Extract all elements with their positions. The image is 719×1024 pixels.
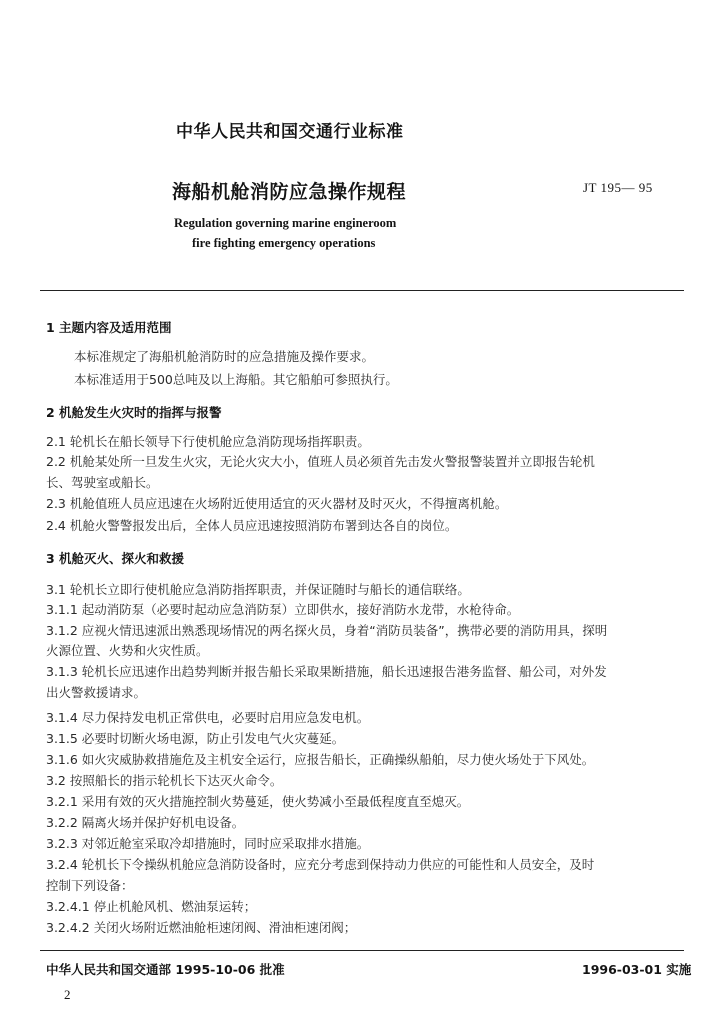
section-3-line-11: 3.2.1 采用有效的灭火措施控制火势蔓延，使火势减小至最低程度直至熄灭。 bbox=[46, 794, 470, 809]
section-3-line-2: 3.1.1 起动消防泵（必要时起动应急消防泵）立即供水，接好消防水龙带，水枪待命。 bbox=[46, 602, 520, 617]
section-3-line-4: 火源位置、火势和火灾性质。 bbox=[46, 643, 209, 658]
section-2-line-5: 2.4 机舱火警警报发出后，全体人员应迅速按照消防布署到达各自的岗位。 bbox=[46, 518, 458, 533]
section-3-line-16: 3.2.4.1 停止机舱风机、燃油泵运转； bbox=[46, 899, 257, 914]
implementation-date: 1996-03-01 实施 bbox=[582, 962, 692, 977]
section-2-line-1: 2.1 轮机长在船长领导下行使机舱应急消防现场指挥职责。 bbox=[46, 434, 370, 449]
section-3-line-14: 3.2.4 轮机长下令操纵机舱应急消防设备时，应充分考虑到保持动力供应的可能性和人员安全，及时 bbox=[46, 857, 595, 872]
section-3-line-1: 3.1 轮机长立即行使机舱应急消防指挥职责，并保证随时与船长的通信联络。 bbox=[46, 582, 470, 597]
english-title-line-2: fire fighting emergency operations bbox=[192, 236, 376, 250]
section-3-line-7: 3.1.4 尽力保持发电机正常供电，必要时启用应急发电机。 bbox=[46, 710, 370, 725]
section-3-line-8: 3.1.5 必要时切断火场电源，防止引发电气火灾蔓延。 bbox=[46, 731, 345, 746]
section-3-line-6: 出火警救援请求。 bbox=[46, 685, 147, 700]
page-number: 2 bbox=[64, 987, 71, 1002]
section-1-line-2: 本标准适用于500总吨及以上海船。其它船舶可参照执行。 bbox=[74, 372, 398, 387]
section-3-title: 3 机舱灭火、探火和救援 bbox=[46, 551, 185, 566]
section-2-line-3: 长、驾驶室或船长。 bbox=[46, 475, 159, 490]
section-3-line-13: 3.2.3 对邻近舱室采取冷却措施时，同时应采取排水措施。 bbox=[46, 836, 370, 851]
document-title: 海船机舱消防应急操作规程 bbox=[172, 181, 407, 203]
english-title-line-1: Regulation governing marine engineroom bbox=[174, 216, 397, 230]
section-3-line-3: 3.1.2 应视火情迅速派出熟悉现场情况的两名探火员，身着“消防员装备”，携带必要的消防用具，探明 bbox=[46, 623, 608, 638]
standard-code: JT 195— 95 bbox=[583, 180, 653, 195]
section-1-title: 1 主题内容及适用范围 bbox=[46, 320, 172, 335]
section-2-line-2: 2.2 机舱某处所一旦发生火灾，无论火灾大小，值班人员必须首先击发火警报警装置并立即报告轮机 bbox=[46, 454, 595, 469]
top-divider bbox=[40, 290, 684, 291]
section-3-line-12: 3.2.2 隔离火场并保护好机电设备。 bbox=[46, 815, 245, 830]
bottom-divider bbox=[40, 950, 684, 951]
section-2-line-4: 2.3 机舱值班人员应迅速在火场附近使用适宜的灭火器材及时灭火，不得擅离机舱。 bbox=[46, 496, 508, 511]
section-2-title: 2 机舱发生火灾时的指挥与报警 bbox=[46, 405, 222, 420]
section-3-line-15: 控制下列设备： bbox=[46, 878, 134, 893]
section-3-line-17: 3.2.4.2 关闭火场附近燃油舱柜速闭阀、滑油柜速闭阀； bbox=[46, 920, 357, 935]
section-3-line-10: 3.2 按照船长的指示轮机长下达灭火命令。 bbox=[46, 773, 283, 788]
section-3-line-5: 3.1.3 轮机长应迅速作出趋势判断并报告船长采取果断措施，船长迅速报告港务监督、船公司，对外发 bbox=[46, 664, 607, 679]
section-3-line-9: 3.1.6 如火灾威胁救措施危及主机安全运行，应报告船长，正确操纵船舶，尽力使火场处于下风处。 bbox=[46, 752, 595, 767]
section-1-line-1: 本标准规定了海船机舱消防时的应急措施及操作要求。 bbox=[74, 349, 375, 364]
standard-category-title: 中华人民共和国交通行业标准 bbox=[176, 122, 404, 142]
approval-info: 中华人民共和国交通部 1995-10-06 批准 bbox=[46, 962, 285, 977]
